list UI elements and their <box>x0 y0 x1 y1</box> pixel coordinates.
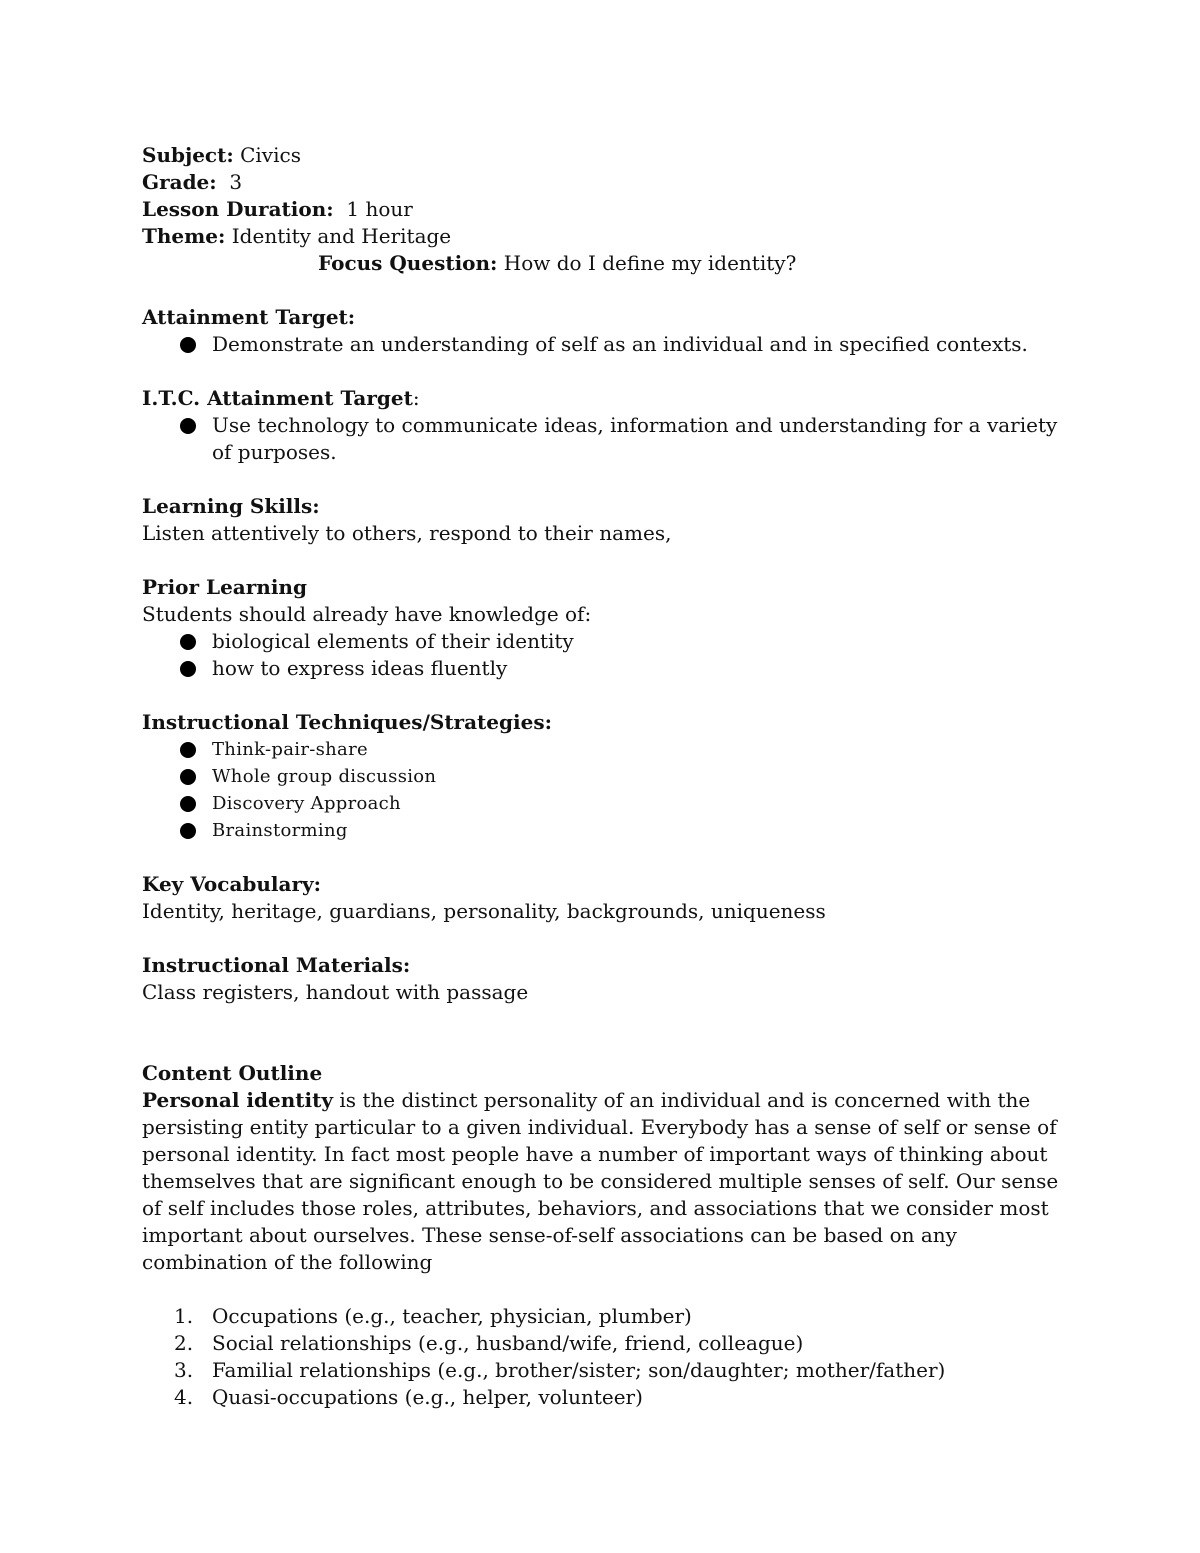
bullet-icon <box>180 337 196 353</box>
learning-skills-text: Listen attentively to others, respond to their names, <box>142 521 672 545</box>
techniques-list <box>142 736 1082 844</box>
prior-learning-list <box>142 628 1082 682</box>
vocabulary-text: Identity, heritage, guardians, personality, backgrounds, uniqueness <box>142 899 826 923</box>
list-item: 4. Quasi-occupations (e.g., helper, volunteer) <box>174 1385 643 1409</box>
list-item: Whole group discussion <box>212 763 1082 790</box>
theme-line <box>142 223 1082 250</box>
theme-value: Identity and Heritage <box>231 224 452 248</box>
duration-label: Lesson Duration: <box>142 197 334 221</box>
focus-label: Focus Question: <box>318 251 498 275</box>
duration-line <box>142 196 1082 223</box>
bullet-icon <box>180 823 196 839</box>
itc-colon: : <box>412 386 420 410</box>
lesson-plan-page <box>142 142 1082 1411</box>
learning-skills-section <box>142 493 1082 547</box>
bullet-icon <box>180 661 196 677</box>
prior-learning-section <box>142 574 1082 682</box>
materials-heading: Instructional Materials: <box>142 953 411 977</box>
focus-value: How do I define my identity? <box>503 251 797 275</box>
theme-label: Theme: <box>142 224 226 248</box>
bullet-icon <box>180 418 196 434</box>
grade-label: Grade: <box>142 170 217 194</box>
subject-line <box>142 142 1082 169</box>
lesson-meta <box>142 142 1082 277</box>
materials-section <box>142 952 1082 1006</box>
grade-value: 3 <box>229 170 243 194</box>
content-heading: Content Outline <box>142 1061 323 1085</box>
itc-heading: I.T.C. Attainment Target <box>142 386 413 410</box>
attainment-list <box>142 331 1082 358</box>
content-list <box>142 1303 1082 1411</box>
focus-question-line <box>318 250 1082 277</box>
itc-list <box>142 412 1082 466</box>
itc-section <box>142 385 1082 466</box>
list-item: Think-pair-share <box>212 736 1082 763</box>
grade-line <box>142 169 1082 196</box>
duration-value: 1 hour <box>346 197 413 221</box>
itc-heading-line <box>142 385 1082 412</box>
bullet-icon <box>180 742 196 758</box>
bullet-icon <box>180 769 196 785</box>
materials-text: Class registers, handout with passage <box>142 980 529 1004</box>
content-term: Personal identity <box>142 1088 333 1112</box>
list-number: 1. <box>174 1304 194 1328</box>
vocabulary-section <box>142 871 1082 925</box>
prior-learning-heading: Prior Learning <box>142 575 307 599</box>
techniques-heading: Instructional Techniques/Strategies: <box>142 710 552 734</box>
content-section <box>142 1060 1082 1411</box>
list-number: 3. <box>174 1358 194 1382</box>
list-item: how to express ideas fluently <box>212 655 1082 682</box>
attainment-heading: Attainment Target: <box>142 305 356 329</box>
list-item: Use technology to communicate ideas, information and understanding for a variety of purposes. <box>212 412 1082 466</box>
content-text: is the distinct personality of an individual and is concerned with the persisting entity particular to a given individual. Everybody has a sense of self or sense of personal identity. In fact most people have a number of important ways of thinking about themselves that are significant enough to be considered multiple senses of self. Our sense of self includes those roles, attributes, behaviors, and associations that we consider most important about ourselves. These sense-of-self associations can be based on any combination of the following <box>142 1088 1059 1274</box>
subject-value: Civics <box>240 143 301 167</box>
list-item: 3. Familial relationships (e.g., brother/sister; son/daughter; mother/father) <box>174 1358 946 1382</box>
techniques-section <box>142 709 1082 844</box>
prior-learning-intro: Students should already have knowledge of: <box>142 602 592 626</box>
list-item: 2. Social relationships (e.g., husband/wife, friend, colleague) <box>174 1331 804 1355</box>
list-number: 2. <box>174 1331 194 1355</box>
list-number: 4. <box>174 1385 194 1409</box>
learning-skills-heading: Learning Skills: <box>142 494 320 518</box>
list-item: Discovery Approach <box>212 790 1082 817</box>
vocabulary-heading: Key Vocabulary: <box>142 872 322 896</box>
attainment-section <box>142 304 1082 358</box>
list-item: Brainstorming <box>212 817 1082 844</box>
list-item: Demonstrate an understanding of self as an individual and in specified contexts. <box>212 331 1082 358</box>
list-item: 1. Occupations (e.g., teacher, physician, plumber) <box>174 1304 692 1328</box>
bullet-icon <box>180 796 196 812</box>
content-paragraph <box>142 1087 1082 1276</box>
bullet-icon <box>180 634 196 650</box>
list-item: biological elements of their identity <box>212 628 1082 655</box>
subject-label: Subject: <box>142 143 234 167</box>
